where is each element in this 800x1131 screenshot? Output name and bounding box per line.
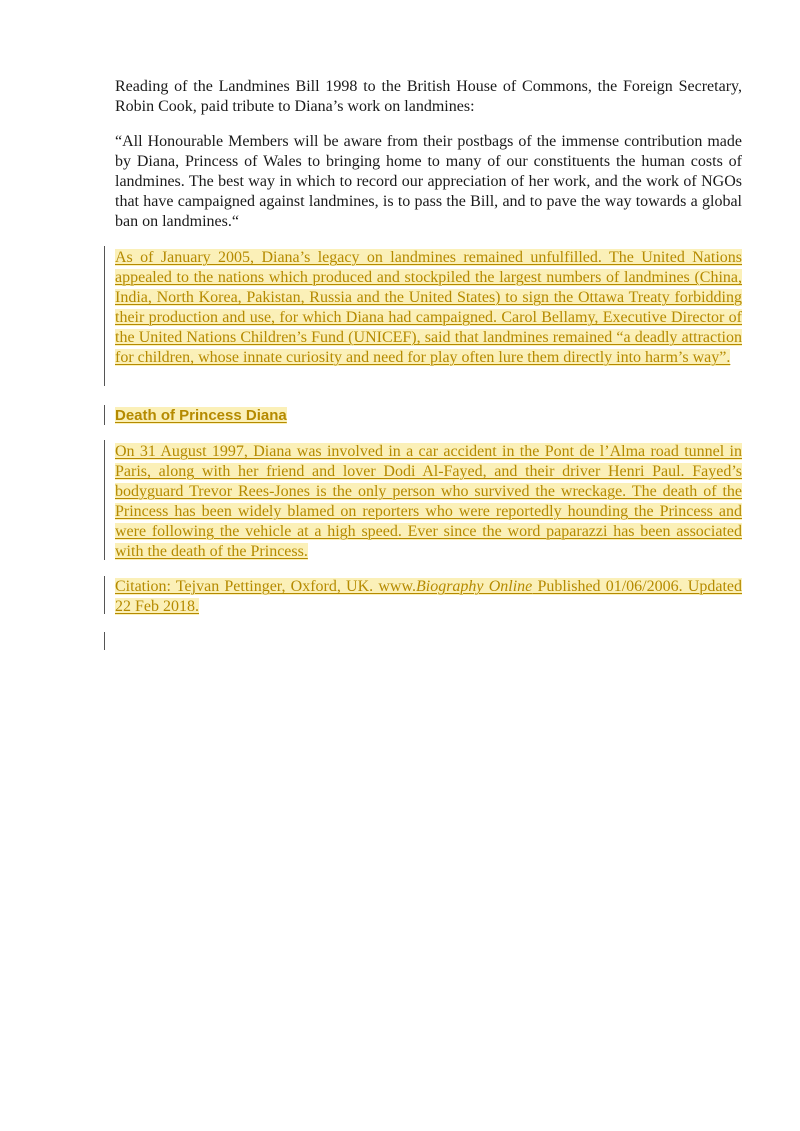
death-paragraph bbox=[115, 442, 742, 562]
change-bar bbox=[104, 632, 105, 650]
citation-suffix: Published 01/06/2006. Updated 22 Feb 2018. bbox=[115, 578, 743, 615]
tracked-insertion: Death of Princess Diana bbox=[115, 407, 287, 424]
section-heading bbox=[115, 406, 742, 426]
change-bar bbox=[104, 405, 105, 425]
change-bar bbox=[104, 246, 105, 386]
change-bar bbox=[104, 576, 105, 614]
citation-paragraph bbox=[115, 577, 742, 617]
legacy-paragraph bbox=[115, 248, 742, 368]
intro-paragraph: Reading of the Landmines Bill 1998 to the British House of Commons, the Foreign Secretary, Robin Cook, paid tribute to Diana’s work on landmines: bbox=[115, 78, 742, 115]
tracked-insertion: As of January 2005, Diana’s legacy on landmines remained unfulfilled. The United Nations appealed to the nations which produced and stockpiled the largest numbers of landmines (China, India, North Korea, Pakistan, Russia and the United States) to sign the Ottawa Treaty forbidding their production and use, for which Diana had campaigned. Carol Bellamy, Executive Director of the United Nations Children’s Fund (UNICEF), said that landmines remained “a deadly attraction for children, whose innate curiosity and need for play often lure them directly into harm’s way”. bbox=[115, 249, 742, 366]
tracked-insertion: On 31 August 1997, Diana was involved in a car accident in the Pont de l’Alma road tunnel in Paris, along with her friend and lover Dodi Al-Fayed, and their driver Henri Paul. Fayed’s bodyguard Trevor Rees-Jones is the only person who survived the wreckage. The death of the Princess has been widely blamed on reporters who were reportedly hounding the Princess and were following the vehicle at a high speed. Ever since the word paparazzi has been associated with the death of the Princess. bbox=[115, 443, 742, 560]
change-bar bbox=[104, 440, 105, 560]
citation-site-link[interactable]: Biography Online bbox=[415, 578, 533, 595]
quote-paragraph: “All Honourable Members will be aware from their postbags of the immense contribution made by Diana, Princess of Wales to bringing home to many of our constituents the human costs of landmines. The best way in which to record our appreciation of her work, and the work of NGOs that have campaigned against landmines, is to pass the Bill, and to pave the way towards a global ban on landmines.“ bbox=[115, 133, 742, 230]
citation-prefix: Citation: Tejvan Pettinger, Oxford, UK. www. bbox=[115, 578, 416, 595]
